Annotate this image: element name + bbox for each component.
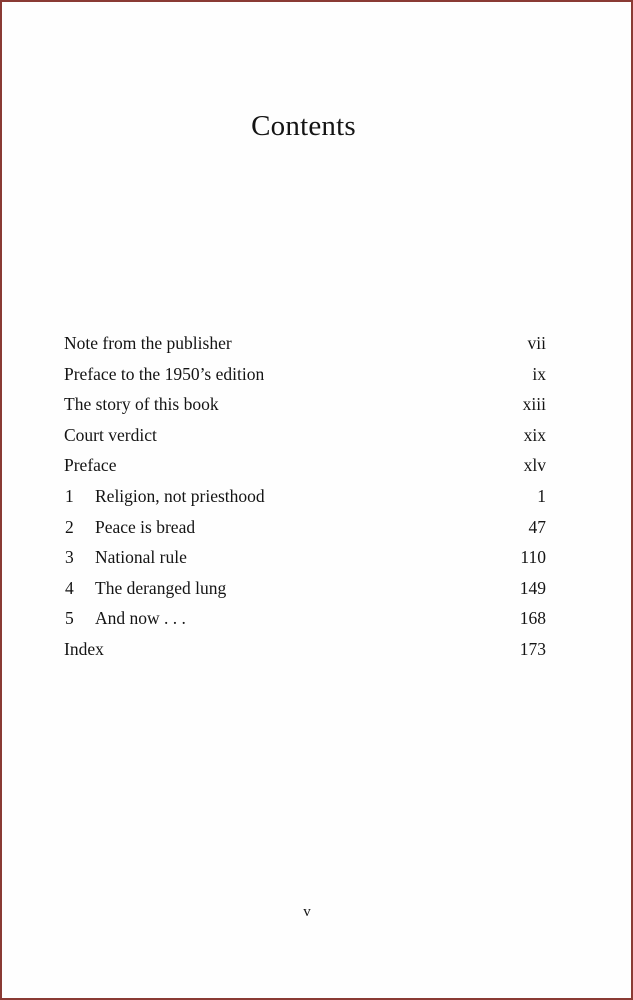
table-of-contents [64, 328, 546, 665]
toc-entry-title: And now . . . [95, 608, 186, 629]
toc-entry-title: The deranged lung [95, 577, 227, 598]
toc-entry-page: 1 [537, 485, 546, 506]
toc-entry-title: The story of this book [64, 394, 219, 415]
chapter-number: 2 [65, 516, 74, 537]
toc-entry-page: xlv [523, 455, 546, 476]
toc-entry-chapter-1[interactable] [64, 481, 546, 512]
toc-entry-page: 110 [520, 547, 546, 568]
chapter-number: 1 [65, 485, 74, 506]
toc-entry-chapter-5[interactable] [64, 603, 546, 634]
toc-entry-title: Religion, not priesthood [95, 485, 265, 506]
toc-entry-title: Index [64, 638, 104, 659]
toc-entry-title: Preface to the 1950’s edition [64, 363, 265, 384]
toc-entry-page: 173 [519, 638, 546, 659]
toc-entry-title: Peace is bread [95, 516, 196, 537]
toc-entry-note-from-publisher[interactable] [64, 328, 546, 359]
toc-entry-chapter-2[interactable] [64, 512, 546, 543]
toc-entry-title: National rule [95, 547, 187, 568]
toc-entry-preface[interactable] [64, 450, 546, 481]
page-title: Contents [251, 110, 356, 142]
toc-entry-chapter-4[interactable] [64, 573, 546, 604]
toc-entry-title: Court verdict [64, 424, 157, 445]
toc-entry-chapter-3[interactable] [64, 542, 546, 573]
toc-entry-title: Note from the publisher [64, 333, 232, 353]
chapter-number: 5 [65, 608, 74, 629]
chapter-number: 3 [65, 547, 74, 568]
toc-entry-page: xiii [522, 394, 546, 415]
toc-entry-page: 168 [519, 608, 546, 629]
toc-entry-page: 149 [519, 577, 546, 598]
toc-entry-story-of-this-book[interactable] [64, 389, 546, 420]
toc-entry-page: 47 [528, 516, 546, 537]
toc-entry-page: xix [523, 424, 546, 445]
toc-entry-page: vii [527, 333, 546, 353]
toc-entry-court-verdict[interactable] [64, 420, 546, 451]
chapter-number: 4 [65, 577, 74, 598]
toc-entry-preface-1950s-edition[interactable] [64, 359, 546, 390]
toc-entry-index[interactable] [64, 634, 546, 665]
page-number: v [303, 904, 311, 920]
toc-entry-title: Preface [64, 455, 117, 476]
toc-entry-page: ix [532, 363, 546, 384]
